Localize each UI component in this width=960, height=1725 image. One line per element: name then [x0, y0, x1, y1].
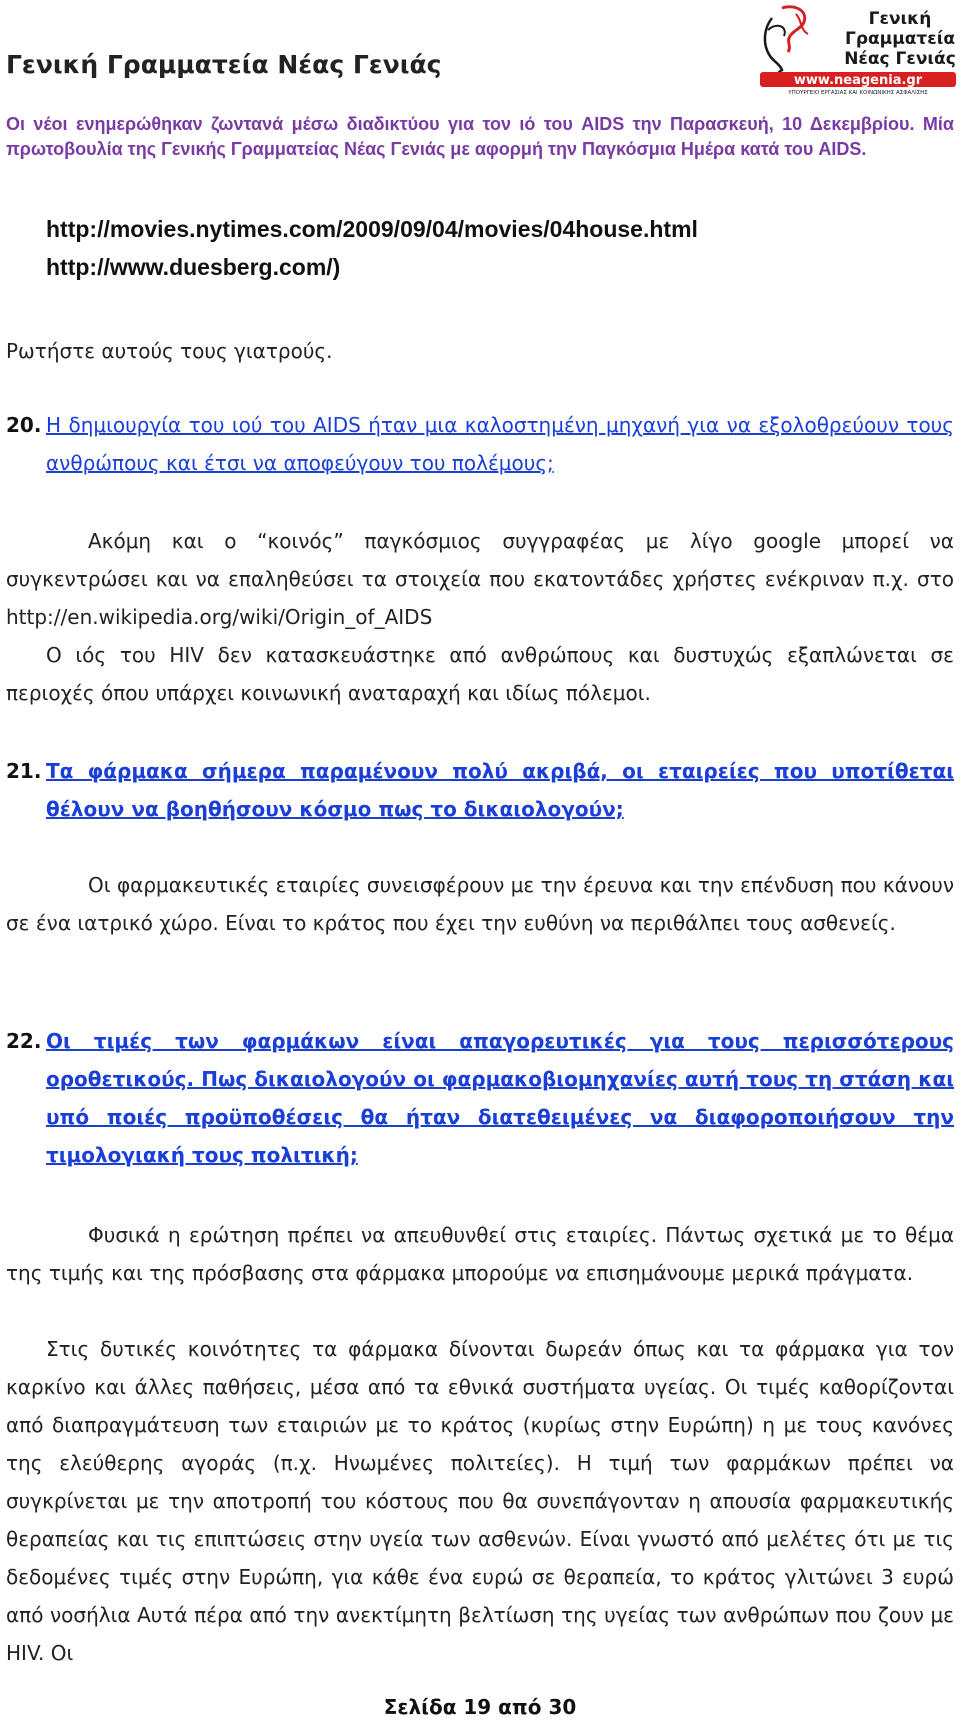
question-number: 21.	[6, 759, 42, 783]
paragraph: Ρωτήστε αυτούς τους γιατρούς.	[6, 339, 333, 363]
question-22	[6, 1022, 954, 1174]
question-link[interactable]: Τα φάρμακα σήμερα παραμένουν πολύ ακριβά, οι εταιρείες που υποτίθεται θέλουν να βοηθήσουν κόσμο πως το δικαιολογούν;	[46, 759, 954, 821]
logo-text-line3: Νέας Γενιάς	[844, 49, 956, 69]
logo-ministry: ΥΠΟΥΡΓΕΙΟ ΕΡΓΑΣΙΑΣ ΚΑΙ ΚΟΙΝΩΝΙΚΗΣ ΑΣΦΑΛΙΣΗΣ	[788, 90, 928, 96]
neagenia-logo	[758, 0, 958, 96]
page-title: Γενική Γραμματεία Νέας Γενιάς	[6, 50, 442, 79]
question-number: 20.	[6, 413, 42, 437]
logo-url: www.neagenia.gr	[793, 73, 923, 88]
question-link[interactable]: Οι τιμές των φαρμάκων είναι απαγορευτικές για τους περισσότερους οροθετικούς. Πως δικαιολογούν οι φαρμακοβιομηχανίες αυτή τους τη στάση και υπό ποιές προϋποθέσεις θα ήταν διατεθειμένες να διαφοροποιήσουν την τιμολογιακή τους πολιτική;	[46, 1029, 954, 1167]
page-number: Σελίδα 19 από 30	[383, 1695, 577, 1719]
reference-link[interactable]: http://movies.nytimes.com/2009/09/04/movies/04house.html	[46, 216, 698, 242]
answer-paragraph: Φυσικά η ερώτηση πρέπει να απευθυνθεί στις εταιρίες. Πάντως σχετικά με το θέμα της τιμής και της πρόσβασης στα φάρμακα μπορούμε να επισημάνουμε μερικά πράγματα.	[6, 1223, 954, 1285]
answer-paragraph: Ο ιός του HIV δεν κατασκευάστηκε από ανθρώπους και δυστυχώς εξαπλώνεται σε περιοχές όπου υπάρχει κοινωνική αναταραχή και ιδίως πόλεμοι.	[6, 643, 954, 705]
page-subtitle: Οι νέοι ενημερώθηκαν ζωντανά μέσω διαδικτύου για τον ιό του AIDS την Παρασκευή, 10 Δεκεμβρίου. Μία πρωτοβουλία της Γενικής Γραμματείας Νέας Γενιάς με αφορμή την Παγκόσμια Ημέρα κατά του AIDS.	[6, 114, 954, 159]
question-number: 22.	[6, 1029, 42, 1053]
logo-text-line1: Γενική	[868, 9, 932, 29]
question-20	[6, 406, 954, 482]
logo-text-line2: Γραμματεία	[845, 29, 955, 49]
reference-link[interactable]: http://www.duesberg.com/)	[46, 254, 341, 280]
question-link[interactable]: Η δημιουργία του ιού του AIDS ήταν μια καλοστημένη μηχανή για να εξολοθρεύουν τους ανθρώπους και έτσι να αποφεύγουν του πολέμους;	[46, 413, 954, 475]
question-21	[6, 752, 954, 828]
answer-paragraph: Στις δυτικές κοινότητες τα φάρμακα δίνονται δωρεάν όπως και τα φάρμακα για τον καρκίνο και άλλες παθήσεις, μέσα από τα εθνικά συστήματα υγείας. Οι τιμές καθορίζονται από διαπραγμάτευση των εταιριών με το κράτος (κυρίως στην Ευρώπη) η με τους κανόνες της ελεύθερης αγοράς (π.χ. Ηνωμένες πολιτείες). Η τιμή των φαρμάκων πρέπει να συγκρίνεται με την αποτροπή του κόστους που θα συνεπάγονταν η απουσία φαρμακευτικής θεραπείας και τις επιπτώσεις στην υγεία των ασθενών. Είναι γνωστό από μελέτες ότι με τις δεδομένες τιμές στην Ευρώπη, για κάθε ένα ευρώ σε θεραπεία, το κράτος γλιτώνει 3 ευρώ από νοσήλια Αυτά πέρα από την ανεκτίμητη βελτίωση της υγείας των ανθρώπων που ζουν με HIV. Οι	[6, 1337, 954, 1665]
answer-paragraph: Οι φαρμακευτικές εταιρίες συνεισφέρουν με την έρευνα και την επένδυση που κάνουν σε ένα ιατρικό χώρο. Είναι το κράτος που έχει την ευθύνη να περιθάλπει τους ασθενείς.	[6, 873, 954, 935]
answer-paragraph: Ακόμη και ο “κοινός” παγκόσμιος συγγραφέας με λίγο google μπορεί να συγκεντρώσει και να επαληθεύσει τα στοιχεία που εκατοντάδες χρήστες ενέκριναν π.χ. στο http://en.wikipedia.org/wiki/Origin_of_AIDS	[6, 529, 954, 629]
